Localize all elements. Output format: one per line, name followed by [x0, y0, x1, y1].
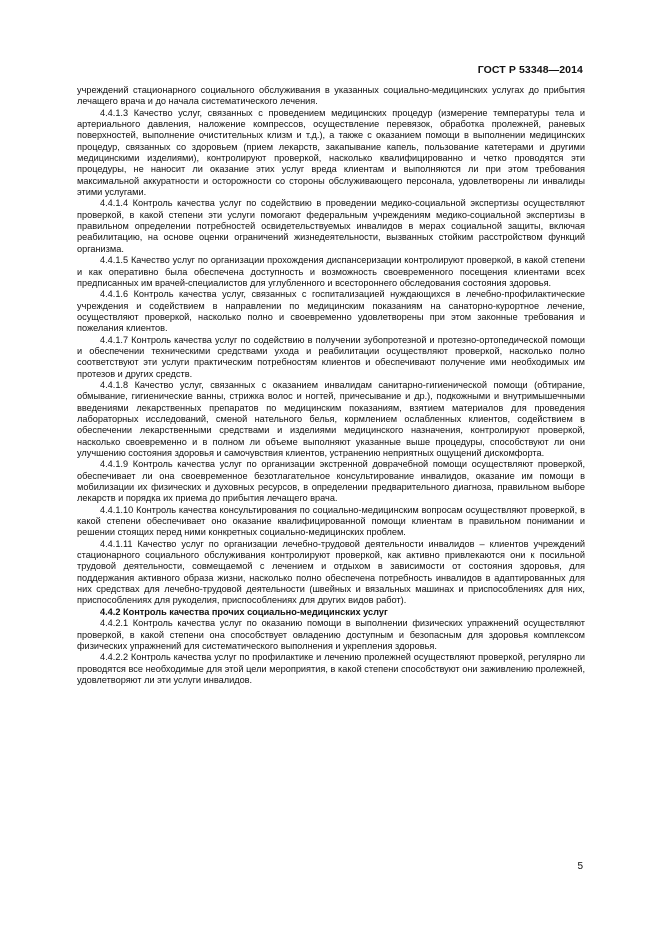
paragraph-4-4-1-6: 4.4.1.6 Контроль качества услуг, связанных с госпитализацией нуждающихся в лечебно-профилактические учреждения и содействием в направлении по медицинским показаниям на санаторно-курортное лечение, осуществляют проверкой, насколько полно и своевременно удовлетворены при этом законные требования и пожелания клиентов. — [77, 289, 585, 334]
paragraph-4-4-1-9: 4.4.1.9 Контроль качества услуг по организации экстренной доврачебной помощи осуществляют проверкой, обеспечивает ли она своевременное безотлагательное консультирование инвалидов, оказание им помощи в мобилизации их физических и духовных ресурсов, в определении предварительного диагноза, правильном выборе лекарств и порядка их приема до прибытия лечащего врача. — [77, 459, 585, 504]
paragraph-4-4-1-5: 4.4.1.5 Качество услуг по организации прохождения диспансеризации контролируют проверкой, в какой степени и как оперативно была обеспечена доступность и возможность своевременного посещения клиентами всех предписанных им врачей-специалистов для углубленного и всестороннего обследования состояния здоровья. — [77, 255, 585, 288]
paragraph-4-4-1-10: 4.4.1.10 Контроль качества консультирования по социально-медицинским вопросам осуществляют проверкой, в какой степени обеспечивает оно оказание квалифицированной помощи клиентам в правильном понимании и решении стоящих перед ними конкретных социально-медицинских проблем. — [77, 504, 585, 538]
paragraph-continuation: учреждений стационарного социального обслуживания в указанных социально-медицинских услугах до прибытия лечащего врача и до начала систематического лечения. — [77, 85, 585, 107]
paragraph-4-4-2-1: 4.4.2.1 Контроль качества услуг по оказанию помощи в выполнении физических упражнений осуществляют проверкой, в какой степени она способствует овладению доступным и безопасным для здоровья комплексом физических упражнений для систематического выполнения и укрепления здоровья. — [77, 618, 585, 651]
paragraph-4-4-1-4: 4.4.1.4 Контроль качества услуг по содействию в проведении медико-социальной экспертизы осуществляют проверкой, в какой степени эти услуги помогают федеральным учреждениям медико-социальной экспертизы в правильном определении потребностей освидетельствуемых инвалидов в мерах социальной защиты, включая реабилитацию, на основе оценки ограничений жизнедеятельности, вызванных стойким расстройством функций организма. — [77, 198, 585, 254]
section-heading-4-4-2: 4.4.2 Контроль качества прочих социально-медицинских услуг — [100, 606, 388, 617]
document-header: ГОСТ Р 53348—2014 — [477, 64, 583, 76]
paragraph-4-4-1-11: 4.4.1.11 Качество услуг по организации лечебно-трудовой деятельности инвалидов – клиентов учреждений стационарного социального обслуживания контролируют проверкой, как активно привлекаются они к посильной трудовой деятельности, совмещаемой с лечением и отдыхом в зависимости от состояния здоровья, для поддержания активного образа жизни, насколько полно обеспечена потребность инвалидов в адаптированных для них средствах для лечебно-трудовой деятельности (швейных и вязальных машинах и приспособлениях для них, приспособлениях для рукоделия, приспособлениях для других видов работ). — [77, 538, 585, 606]
paragraph-4-4-1-7: 4.4.1.7 Контроль качества услуг по содействию в получении зубопротезной и протезно-ортопедической помощи и обеспечении техническими средствами ухода и реабилитации осуществляют проверкой, насколько полно соответствуют эти услуги практическим потребностям клиентов и обеспечивают получение ими необходимых им протезов и других средств. — [77, 334, 585, 379]
paragraph-4-4-2-2: 4.4.2.2 Контроль качества услуг по профилактике и лечению пролежней осуществляют проверкой, регулярно ли проводятся все необходимые для этой цели мероприятия, в какой степени способствуют они заживлению пролежней, удовлетворяют ли эти услуги инвалидов. — [77, 652, 585, 685]
paragraph-4-4-1-3: 4.4.1.3 Качество услуг, связанных с проведением медицинских процедур (измерение температуры тела и артериального давления, наложение компрессов, осуществление перевязок, обработка пролежней, раневых поверхностей, выполнение очистительных клизм и т.д.), а также с оказанием помощи в выполнении медицинских процедур, связанных со здоровьем (прием лекарств, закапывание капель, пользование катетерами и другими медицинскими изделиями), контролируют проверкой, насколько квалифицированно и четко проводятся эти процедуры, не наносит ли оказание этих услуг вреда клиентам и выполняются ли при этом требования максимальной аккуратности и осторожности со стороны обслуживающего персонала, удовлетворены ли инвалиды этими услугами. — [77, 107, 585, 198]
paragraph-4-4-1-8: 4.4.1.8 Качество услуг, связанных с оказанием инвалидам санитарно-гигиенической помощи (обтирание, обмывание, гигиенические ванны, стрижка волос и ногтей, причесывание и др.), подкожными и внутримышечными введениями лекарственных препаратов по медицинским показаниям, взятием материалов для проведения лабораторных исследований, сменой нательного белья, кормлением ослабленных клиентов, содействием в обеспечении лекарственными средствами и изделиями медицинского назначения, контролируют проверкой, насколько своевременно и в полном ли объеме выполняют указанные выше процедуры, способствуют ли они улучшению состояния здоровья и самочувствия клиентов, устранению неприятных ощущений дискомфорта. — [77, 379, 585, 458]
page-body — [77, 85, 585, 686]
page-number: 5 — [577, 861, 583, 872]
